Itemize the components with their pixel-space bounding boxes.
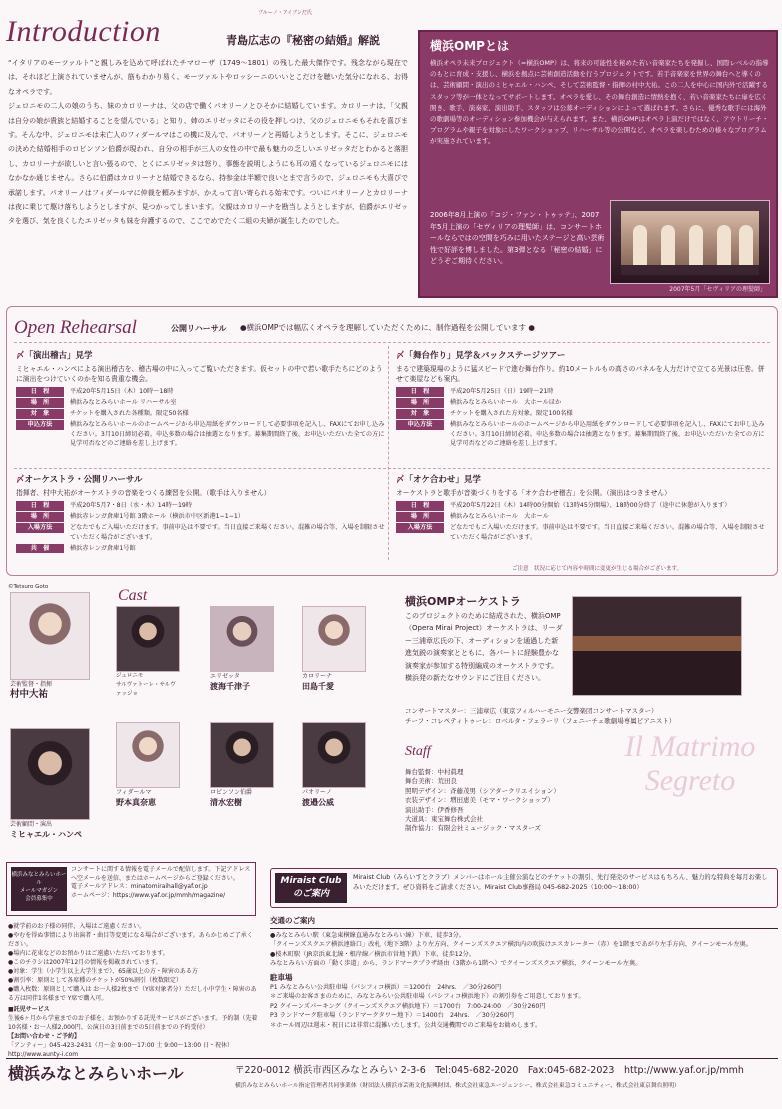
row-label: 場 所 [16, 512, 64, 522]
block-lead: 指揮者、村中大祐がオーケストラの音楽をつくる練習を公開。（歌手は入りません） [16, 489, 271, 498]
omp-body: 横浜オペラ未来プロジェクト（=横浜OMP）は、将来の可能性を秘めた若い音楽家たちを発掘し、国際レベルの指導のもとに育成・支援し、横浜を拠点に芸術創造活動を行うプロジェクトです。若手音楽家を世界の舞台へと導くのは、芸術顧問・演出のミヒャエル・ハンペ、そして芸術監督・指揮の村中大祐。この二人を中心に国内外で活躍するスタッフ等が一体となってサポートします。オペラを愛し、その舞台創造に情熱を抱く、若い音楽家たちに扉を広く開き、歌手、演奏家、演出助手、スタッフは公募オーディションによって選ばれます。さらに、優秀な歌手には海外の歌劇場等のオーディション参加機会が与えられます。また、横浜OMPはオペラ上演だけではなく、アウトリーチ・プログラムや親子を対象にしたワークショップ、リハーサル等の公開など、オペラを楽しむための様々なプログラムが実施されています。 [430, 59, 769, 146]
cast-role: ジェロニモ サルヴァトーレ・サルヴァッジョ [116, 673, 176, 697]
credit-line: チーフ・コレペティトゥーレ：ロベルタ・フェラーリ（フェニーチェ歌劇場専属ピアニスト） [405, 717, 676, 725]
access-title: 交通のご案内 [270, 916, 315, 925]
parking-title: 駐車場 [270, 972, 293, 982]
mail-magazine-box [6, 862, 256, 916]
parking-item: P3 ランドマーク駐車場（ランドマークタワー地下）＝1400台 24hrs. ／30分260円 [270, 1012, 514, 1020]
cast-role: ロビンソン伯爵 [210, 789, 253, 796]
cast-name: 清水宏樹 [210, 798, 242, 807]
cast-name: 渡海千津子 [210, 682, 250, 691]
row-label: 日 程 [16, 501, 64, 511]
parking-item: ＊ホール周辺は週末・祝日には非常に混雑いたします。公共交通機関でのご来場をお勧めします。 [270, 1021, 542, 1029]
footer-divider [6, 1058, 778, 1059]
divider [388, 346, 389, 560]
row-label: 日 程 [396, 387, 444, 397]
cast-role: 芸術顧問・演出 [10, 821, 53, 828]
rehearsal-note: ご注意 状況に応じて内容や時間に変更が生じる場合がございます。 [512, 566, 683, 572]
miraist-club-box [270, 868, 778, 908]
orchestra-credits [405, 706, 775, 726]
intro-paragraph: “イタリアのモーツァルト”と親しみを込めて呼ばれたチマローザ（1749〜1801）の残した最大傑作です。残念ながら現在では、それほど上演されていませんが、筋もわかり易く、モーツァルトやロッシーニのいいとこだけを聴いた気分になれる、お得なオペラです。 [8, 59, 408, 96]
credit-line: コンサートマスター：三浦章広（東京フィルハーモニー交響楽団コンサートマスター） [405, 707, 658, 715]
cast-member-elisetta [210, 606, 274, 692]
omp-photo-caption: 2007年5月「セヴィリアの理髪師」 [669, 286, 766, 293]
staff-item: 舞台美術：荒田良 [405, 777, 457, 786]
row-label: 場 所 [396, 512, 444, 522]
row-label: 場 所 [396, 398, 444, 408]
row-value: チケットを購入された方対象。限定100名様 [450, 409, 573, 417]
row-value: 横浜赤レンガ倉庫1号館 3階ホール（横浜市中区新港1−1−1） [70, 513, 245, 521]
staff-item: 照明デザイン：斉藤茂男（シアタークリエイション） [405, 786, 560, 795]
divider [14, 468, 770, 469]
rehearsal-block-orchestra-sitzprobe: 〆「オケ合わせ」見学 オーケストラと歌手が音楽づくりをする「オケ合わせ稽古」を公開。（演出はつきません） 日 程 平成20年5月22日（木）14時00分開始（13時45分開場）、18時00分終了（途中に休憩が入ります） 場 所 横浜みなとみらいホール 大ホール 入場方法 どなたでもご入場いただけます。事前申込は不要です。当日直接ご来場ください。混雑の場合等、入場を制限させていただく場合がございます。 [396, 474, 768, 544]
info-row [396, 512, 768, 522]
row-value: どなたでもご入場いただけます。事前申込は不要です。当日直接ご来場ください。混雑の場合等、入場を制限させていただく場合がございます。 [450, 523, 765, 541]
note-item: ●割引率：原則として各席種のチケットが50%割引（枚数限定） [8, 977, 183, 984]
info-row [396, 409, 768, 419]
portrait-photo [10, 728, 90, 820]
access-item: ●みなとみらい駅（東急東横線直通みなとみらい線）下車、徒歩3分。 [270, 931, 465, 939]
info-row [396, 387, 768, 397]
staff-list [405, 768, 635, 834]
staff-item: 演出助手：伊香修吾 [405, 805, 464, 814]
rehearsal-title: Open Rehearsal [14, 317, 137, 338]
cast-role: 芸術監督・指揮 [10, 681, 53, 688]
cast-name: 田島千愛 [302, 682, 334, 691]
row-value: 横浜赤レンガ倉庫1号館 [70, 544, 136, 552]
row-value: チケットを購入された各種類。限定50名様 [70, 409, 189, 417]
cast-name: 渡邉公威 [302, 798, 334, 807]
info-row [16, 387, 388, 397]
miraist-badge: Miraist Club のご案内 [275, 873, 347, 903]
row-value: 横浜みなとみらいホールのホームページから申込用紙をダウンロードして必要事項を記入し、FAXにてお申し込みください。3月10日締切必着。申込多数の場合は抽選となります。募集期間終了後、お申込いただいた全ての方に見学可否などのご連絡を差し上げます。 [450, 420, 765, 448]
mail-badge: 横浜みなとみらいホール メールマガジン 会員募集中 [11, 867, 67, 911]
row-value: 平成20年5月15日（木）10時〜18時 [70, 388, 174, 396]
info-row [396, 420, 768, 449]
miraist-text: Miraist Club（みらいすとクラブ）メンバーはホール主催公演などのチケットの割引、先行発売のサービスはもちろん、魅力的な特典を毎月お楽しみいただけます。ぜひ資料をご請求ください。Miraist Club事務局 045-682-2025（10:00〜18:00） [353, 874, 768, 891]
mail-address-link[interactable]: 電子メールアドレス：minatomiraihall@yaf.or.jp [71, 883, 208, 890]
row-value: 平成20年5月22日（木）14時00分開始（13時45分開場）、18時00分終了（途中に休憩が入ります） [450, 502, 731, 510]
contact-title: 【お問い合わせ・ご予約】 [8, 1033, 81, 1040]
row-label: 入場方法 [396, 523, 444, 533]
orchestra-title: 横浜OMPオーケストラ [405, 595, 521, 608]
note-item: ●このチラシは2007年12月の情報を掲載されています。 [8, 959, 162, 966]
access-item: みなとみらい方面の「動く歩道」から、ランドマークプラザ経由（3階から1階へ）でクイーンズスクエア横浜、クイーンモール左奥。 [270, 960, 642, 968]
contact-url-link[interactable]: http://www.aunty-i.com [8, 1051, 79, 1058]
block-lead: ミヒャエル・ハンペによる演出稽古を、稽古場の中に入ってご覧いただきます。仮セットの中で若い歌手たちにどのように演出をつけていくのかを知る貴重な機会。 [16, 365, 383, 384]
access-section [270, 916, 778, 1031]
row-value: 横浜みなとみらいホール リハーサル室 [70, 399, 177, 407]
info-row [396, 398, 768, 408]
row-label: 日 程 [396, 501, 444, 511]
mail-homepage-link[interactable]: ホームページ：https://www.yaf.or.jp/mmh/magazine/ [71, 891, 226, 899]
deco-line: Il Matrimo [624, 730, 756, 763]
row-label: 対 象 [16, 409, 64, 419]
access-item: 「クイーンズスクエア横浜連絡口」改札（地下3階）より左方向、クイーンズスクエア横浜内の吹抜けエスカレーター（赤）を1階まであがり左手方向、クイーンモール左奥。 [270, 941, 753, 949]
row-label: 日 程 [16, 387, 64, 397]
cast-member-conductor [10, 592, 90, 701]
access-item: ●桜木町駅（JR京浜東北線・根岸線／横浜市営地下鉄）下車、徒歩12分。 [270, 950, 476, 958]
rehearsal-block-stage-building: 〆「舞台作り」見学＆バックステージツアー まるで建築現場のように猛スピードで進む舞台作り。約10メートルもの高さのパネルを人力だけで立てる光景は圧巻。併せて楽屋なども案内。 日 程 平成20年5月25日（日）19時〜21時 場 所 横浜みなとみらいホール 大ホールほか 対 象 チケットを購入された方対象。限定100名様 申込方法 横浜みなとみらいホールのホームページから申込用紙をダウンロードして必要事項を記入し、FAXにてお申し込みください。3月10日締切必着。申込多数の場合は抽選となります。募集期間終了後、お申込いただいた全ての方に見学可否などのご連絡を差し上げます。 [396, 350, 768, 450]
info-row [16, 523, 388, 543]
omp-stage-photo [610, 200, 770, 284]
cast-member-paolino [302, 722, 366, 808]
info-row [16, 420, 388, 449]
row-value: どなたでもご入場いただけます。事前申込は不要です。当日直接ご来場ください。混雑の場合等、入場を制限させていただく場合がございます。 [70, 523, 385, 541]
contact-text: 「アンティー」045-423-2431（月〜金 9:00〜17:00 土 9:00〜13:00 日・祝休） [8, 1042, 233, 1049]
mail-text [71, 866, 255, 900]
info-row [16, 409, 388, 419]
row-value: 平成20年5月25日（日）19時〜21時 [450, 388, 554, 396]
portrait-photo [116, 722, 180, 788]
row-label: 共 催 [16, 544, 64, 554]
omp-history: 2006年8月上演の「コジ・ファン・トゥッテ」、2007年5月上演の「セヴィリアの理髪師」は、コンサートホールならではの空間を巧みに用いたステージと高い芸術性で好評を博しました。第3弾となる「秘密の結婚」にどうぞご期待ください。 [430, 211, 605, 265]
cast-role: カロリーナ [302, 673, 333, 680]
mail-description: コンサートに関する情報を電子メールで配信します。下記アドレスへ空メールを送信、またはホームページからご登録ください。 [71, 866, 251, 882]
cast-member-carolina [302, 606, 366, 692]
block-heading: 「オケ合わせ」見学 [404, 475, 481, 485]
rehearsal-block-staging: 〆「演出稽古」見学 ミヒャエル・ハンペによる演出稽古を、稽古場の中に入ってご覧いただきます。仮セットの中で若い歌手たちにどのように演出をつけていくのかを知る貴重な機会。 日 程 平成20年5月15日（木）10時〜18時 場 所 横浜みなとみらいホール リハーサル室 対 象 チケットを購入された各種類。限定50名様 申込方法 横浜みなとみらいホールのホームページから申込用紙をダウンロードして必要事項を記入し、FAXにてお申し込みください。3月10日締切必着。申込多数の場合は抽選となります。募集期間終了後、お申込いただいた全ての方に見学可否などのご連絡を差し上げます。 [16, 350, 388, 450]
intro-paragraph: ジェロニモの二人の娘のうち、妹のカロリーナは、父の店で働くパオリーノとひそかに結婚しています。カロリーナは、「父親は自分の娘が貴族と結婚することを望んでいる」と知り、姉のエリゼッタにその役を押しつけ、父のジェロニモもそれを喜びます。そんな中、ジェロニモは未亡人のフィダールマはこの機に及んで、パオリーノと再婚しようとします。そこに、ジェロニモの決めた結婚相手のロビンソン伯爵が現われ、自分の相手が三人の女性の中で最も魅力の乏しいエリゼッタだとわかると落胆し、カロリーナが欲しいと言い張るので、とくにエリゼッタは怒り、事態を説明しようにも耳の遠くなっているジェロニモにはなかなか通じません。さらに伯爵はカロリーナと結婚できるなら、持参金は半額で良いとまで言うので、ジェロニモも大喜びで承諾します。パオリーノはフィダールマに仲裁を頼みますが、かえって言い寄られる始末です。ついにパオリーノとカロリーナは夜に乗じて駆け落ちしようとしますが、見つかってしまいます。父親はカロリーナを勘当しようとしますが、伯爵がエリゼッタを選び、気を良くしたエリゼッタも妹を弁護するので、ここでめでたく二組の夫婦が誕生したのでした。 [8, 102, 408, 226]
note-item: ●購入枚数：原則として購入は お一人様2枚まで（Y席対象者分）ただし小中学生・障害のある方は同伴1名様まで Y席で購入可。 [8, 986, 257, 1002]
parking-item: ＊ご来場のお客さまのために、みなとみらい公共駐車場（パシフィコ横浜地下）の割引券をご用意しております。 [270, 993, 585, 1001]
cast-title: Cast [118, 587, 148, 604]
cast-member-robinson [210, 722, 274, 808]
cast-member-fidalma [116, 722, 180, 808]
row-label: 申込方法 [16, 420, 64, 430]
deco-line: Segreto [644, 764, 736, 797]
note-item: ●やむを得ぬ事情により出演者・曲目等変更になる場合がございます。あらかじめご了承ください。 [8, 932, 253, 948]
cast-member-director [10, 728, 90, 840]
cast-role: パオリーノ [302, 789, 332, 796]
row-value: 横浜みなとみらいホール 大ホール [450, 513, 549, 521]
block-heading: 「舞台作り」見学＆バックステージツアー [404, 351, 566, 361]
cast-name: 野本真奈恵 [116, 798, 156, 807]
info-row [396, 501, 768, 511]
portrait-photo [210, 606, 274, 672]
rehearsal-description: ●横浜OMPでは幅広くオペラを理解していただくために、制作過程を公開しています ● [240, 323, 535, 332]
row-label: 申込方法 [396, 420, 444, 430]
staff-item: 大道具：東宝舞台株式会社 [405, 815, 483, 824]
orchestra-body: このプロジェクトのために結成された、横浜OMP（Opera Mirai Project）オーケストラは、リーダー三浦章広氏の下、オーディションを通過した新進気鋭の演奏家とともに、各パートに経験豊かな演奏家が参加する特別編成のオーケストラです。横浜発の新たなサウンドにご注目ください。 [405, 612, 563, 683]
note-item: ●就学前のお子様の同伴、入場はご遠慮ください。 [8, 923, 146, 930]
cast-role: フィダールマ [116, 789, 152, 796]
orchestra-photo [572, 596, 742, 696]
block-lead: まるで建築現場のように猛スピードで進む舞台作り。約10メートルもの高さのパネルを人力だけで立てる光景は圧巻。併せて楽屋なども案内。 [396, 365, 765, 384]
intro-subtitle: 青島広志の『秘密の結婚』解説 [226, 34, 380, 47]
portrait-photo [302, 722, 366, 788]
row-label: 対 象 [396, 409, 444, 419]
info-row [396, 523, 768, 543]
divider [14, 342, 770, 343]
info-row [16, 501, 388, 511]
notes-section [8, 922, 258, 1059]
omp-info-box [418, 30, 778, 298]
rehearsal-subtitle: 公開リハーサル [171, 324, 227, 333]
cast-name: ミヒャエル・ハンペ [10, 830, 82, 839]
block-lead: オーケストラと歌手が音楽づくりをする「オケ合わせ稽古」を公開。（演出はつきません） [396, 489, 671, 498]
row-value: 横浜みなとみらいホール 大ホールほか [450, 399, 562, 407]
staff-item: 衣装デザイン：増田恵美（モマ・ワークショップ） [405, 796, 554, 805]
block-heading: 「演出稽古」見学 [24, 351, 93, 361]
cast-member-geronimo [116, 606, 180, 699]
staff-title: Staff [405, 744, 431, 759]
venue-organizer: 横浜みなとみらいホール指定管理者共同事業体（財団法人横浜市芸術文化振興財団、株式会社東急エージェンシー、株式会社東急コミュニティー、株式会社東京舞台照明） [235, 1083, 680, 1089]
parking-item: P1 みなとみらい公共駐車場（パシフィコ横浜）＝1200台 24hrs. ／30分260円 [270, 983, 502, 991]
rehearsal-block-orchestra: 〆オーケストラ・公開リハーサル 指揮者、村中大祐がオーケストラの音楽をつくる練習を公開。（歌手は入りません） 日 程 平成20年5月7・8日（水・木）14時〜19時 場 所 横浜赤レンガ倉庫1号館 3階ホール（横浜市中区新港1−1−1） 入場方法 どなたでもご入場いただけます。事前申込は不要です。当日直接ご来場ください。混雑の場合等、入場を制限させていただく場合がございます。 共 催 横浜赤レンガ倉庫1号館 [16, 474, 388, 554]
info-row [16, 398, 388, 408]
portrait-photo [210, 722, 274, 788]
intro-body [8, 56, 408, 229]
nursery-title: ■託児サービス [8, 1006, 50, 1013]
cast-name: 村中大祐 [10, 689, 49, 700]
row-value: 平成20年5月7・8日（水・木）14時〜19時 [70, 502, 193, 510]
info-row [16, 544, 388, 554]
parking-item: P2 クイーンズパーキング（クイーンズスクエア横浜地下）＝1700台 7:00-24:00 ／30分260円 [270, 1002, 546, 1010]
venue-name: 横浜みなとみらいホール [8, 1064, 184, 1083]
info-row [16, 512, 388, 522]
portrait-photo [116, 606, 180, 672]
row-label: 入場方法 [16, 523, 64, 533]
cast-role: エリゼッタ [210, 673, 240, 680]
note-item: ●場内に花束などのお預かりはご遠慮いただいております。 [8, 950, 169, 957]
portrait-photo [302, 606, 366, 672]
nursery-text: 生後6ヶ月から学童までのお子様を、お預かりする託児サービスがございます。予約制（先着10名様・お一人様2,000円、公演日の3日前までの5日前までの予約受付） [8, 1015, 258, 1031]
staff-item: 制作協力：有限会社ミュージック・マスターズ [405, 824, 541, 833]
venue-address: 〒220-0012 横浜市西区みなとみらい 2-3-6 Tel:045-682-2020 Fax:045-682-2023 http://www.yaf.or.jp/mmh [235, 1065, 744, 1076]
portrait-photo [10, 592, 90, 680]
photo-copyright: ©Tetsuro Goto [8, 584, 49, 590]
block-heading: オーケストラ・公開リハーサル [24, 475, 143, 485]
row-value: 横浜みなとみらいホールのホームページから申込用紙をダウンロードして必要事項を記入し、FAXにてお申し込みください。3月10日締切必着。申込多数の場合は抽選となります。募集期間終了後、お申込いただいた全ての方に見学可否などのご連絡を差し上げます。 [70, 420, 385, 448]
intro-title: Introduction [6, 15, 161, 48]
row-label: 場 所 [16, 398, 64, 408]
omp-title: 横浜OMPとは [430, 39, 509, 53]
intro-ruby: ブルーノ・アイブンだ氏 [258, 10, 312, 16]
staff-item: 舞台監督：中村眞理 [405, 768, 464, 776]
note-item: ●対象：学生（小学生以上大学生まで）、65歳以上の方・障害のある方 [8, 968, 198, 975]
